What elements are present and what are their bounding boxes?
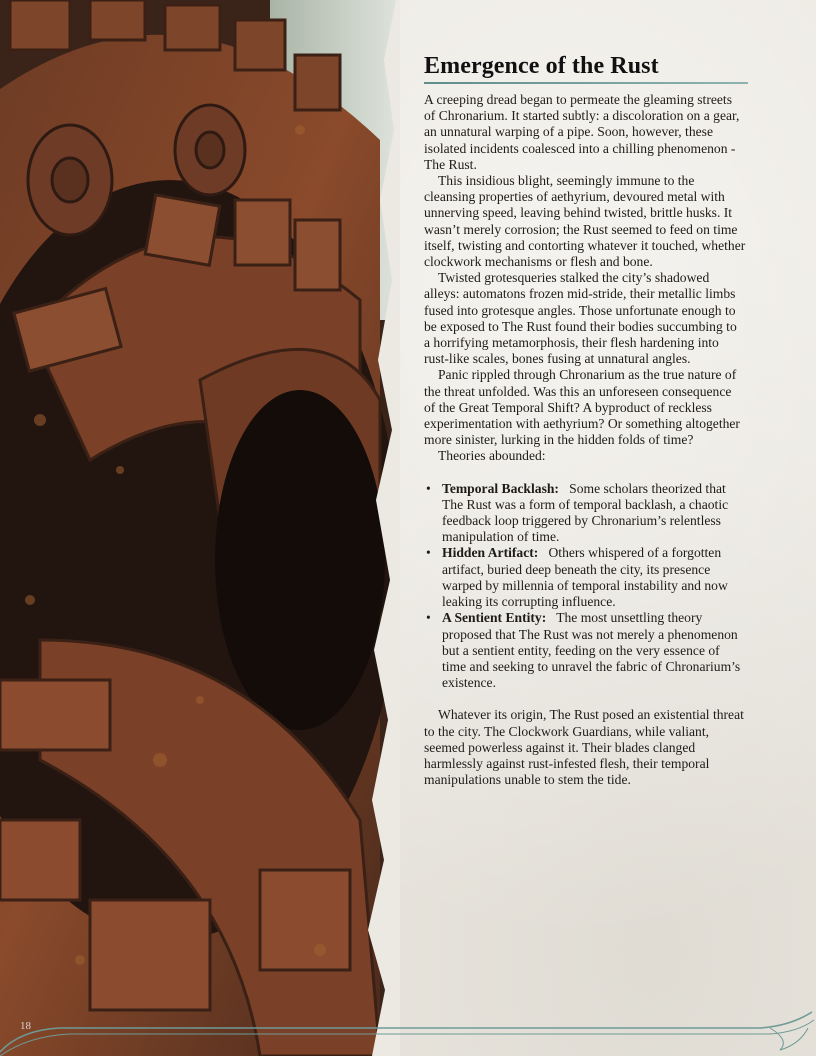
bullet-icon: • (426, 545, 431, 561)
theory-term: Temporal Backlash: (442, 480, 559, 496)
panic-paragraph: Panic rippled through Chronarium as the true nature of the threat unfolded. Was this an unforeseen consequence of the Great Temporal Shift? A byproduct of reckless experimentation with aethyrium? Or something altogether more sinister, lurking in the hidden folds of time? (424, 367, 740, 448)
bullet-icon: • (426, 480, 431, 496)
list-item (426, 610, 746, 691)
rusted-gear-illustration (0, 0, 400, 1056)
theory-text: Some scholars theorized that The Rust was a form of temporal backlash, a chaotic feedback loop triggered by Chronarium’s relentless manipulation of time. (442, 480, 729, 545)
list-item (426, 480, 746, 546)
article-column (424, 52, 746, 788)
page-number: 18 (20, 1020, 31, 1032)
page-title: Emergence of the Rust (424, 53, 659, 79)
title-underline (424, 82, 748, 84)
theories-list (424, 481, 746, 692)
list-item (426, 545, 746, 610)
bullet-icon: • (426, 610, 431, 626)
theory-term: Hidden Artifact: (442, 545, 539, 561)
closing-paragraph: Whatever its origin, The Rust posed an existential threat to the city. The Clockwork Guardians, while valiant, seemed powerless against it. Their blades clanged harmlessly against rust-infested flesh, their temporal manipulations unable to stem the tide. (424, 707, 744, 788)
grotesqueries-paragraph: Twisted grotesqueries stalked the city’s shadowed alleys: automatons frozen mid-stride, their metallic limbs fused into grotesque angles. Those unfortunate enough to be exposed to The Rust found their bodies succumbing to a horrifying metamorphosis, their flesh hardening into rust-like scales, bones fusing at unnatural angles. (424, 270, 737, 367)
footer-ornament (0, 1000, 816, 1056)
theory-text: The most unsettling theory proposed that The Rust was not merely a phenomenon but a sentient entity, feeding on the very essence of time and seeking to unravel the fabric of Chronarium’s existence. (442, 610, 741, 691)
blight-paragraph: This insidious blight, seemingly immune to the cleansing properties of aethyrium, devoured metal with unnerving speed, leaving behind twisted, brittle husks. It wasn’t merely corrosion; the Rust seemed to feed on time itself, twisting and contorting whatever it touched, whether clockwork mechanisms or flesh and bone. (424, 173, 746, 270)
theory-text: Others whispered of a forgotten artifact, buried deep beneath the city, its presence warped by millennia of temporal instability and now leaking its corrupting influence. (442, 545, 728, 610)
intro-paragraph: A creeping dread began to permeate the gleaming streets of Chronarium. It started subtly: a discoloration on a gear, an unnatural warping of a pipe. Soon, however, these isolated incidents coalesced into a chilling phenomenon - The Rust. (424, 92, 740, 172)
theories-lead-in: Theories abounded: (438, 448, 546, 464)
theory-term: A Sentient Entity: (442, 610, 547, 626)
